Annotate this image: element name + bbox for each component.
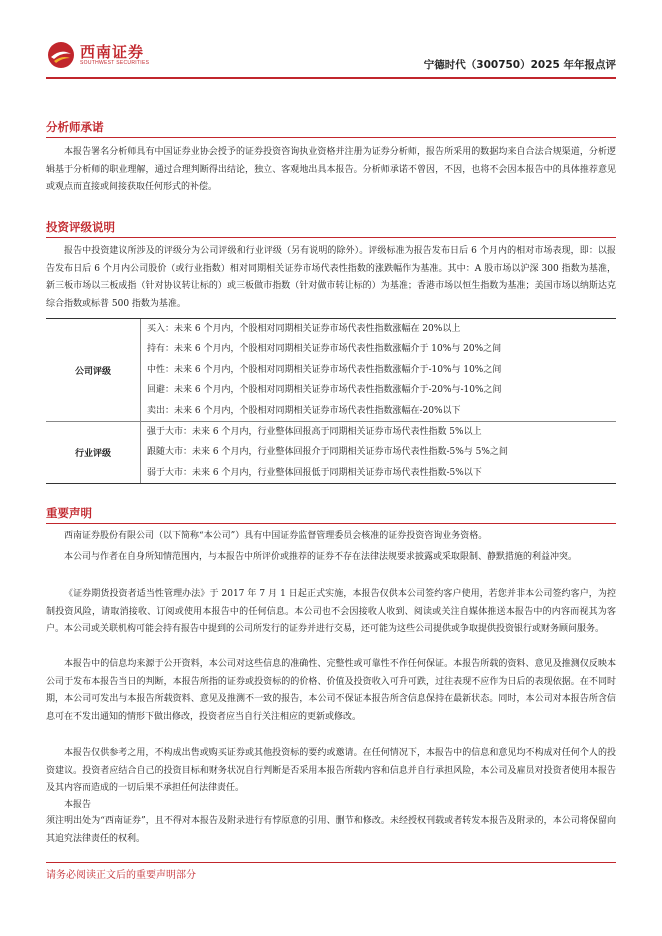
company-logo xyxy=(46,40,149,70)
rating-item-avoid: 回避：未来 6 个月内，个股相对同期相关证券市场代表性指数涨幅介于-20%与-10%之间 xyxy=(147,385,502,396)
section-divider-disclaimer xyxy=(46,523,616,524)
header-divider xyxy=(46,77,616,79)
analyst-commitment-text: 本报告署名分析师具有中国证券业协会授予的证券投资咨询执业资格并注册为证券分析师，报告所采用的数据均来自合法合规渠道，分析逻辑基于分析师的职业理解，通过合理判断得出结论，独立、客观地出具本报告。分析师承诺不曾因，不因，也将不会因本报告中的具体推荐意见或观点而直接或间接获取任何形式的补偿。 xyxy=(46,147,616,192)
footer-note: 请务必阅读正文后的重要声明部分 xyxy=(46,870,196,881)
section-title-disclaimer: 重要声明 xyxy=(46,506,92,520)
section-title-rating: 投资评级说明 xyxy=(46,220,115,234)
rating-item-buy: 买入：未来 6 个月内，个股相对同期相关证券市场代表性指数涨幅在 20%以上 xyxy=(147,324,461,334)
logo-en-text: SOUTHWEST SECURITIES xyxy=(80,59,150,66)
disclaimer-paragraph: 本报告 xyxy=(64,800,92,810)
rating-item-underperform: 弱于大市：未来 6 个月内，行业整体回报低于同期相关证券市场代表性指数-5%以下 xyxy=(147,467,482,478)
rating-group-industry xyxy=(46,421,616,483)
rating-group-label: 行业评级 xyxy=(46,422,141,483)
logo-cn-text: 西南证券 xyxy=(80,42,145,61)
disclaimer-paragraph: 本报告仅供参考之用，不构成出售或购买证券或其他投资标的要约或邀请。在任何情况下，本报告中的信息和意见均不构成对任何个人的投资建议。投资者应结合自己的投资目标和财务状况自行判断是否采用本报告所载内容和信息并自行承担风险，本公司及雇员对投资者使用本报告及其内容而造成的一切后果不承担任何法律责任。 xyxy=(46,748,616,793)
disclaimer-paragraph: 《证券期货投资者适当性管理办法》于 2017 年 7 月 1 日起正式实施，本报告仅供本公司签约客户使用，若您并非本公司签约客户，为控制投资风险，请取消接收、订阅或使用本报告中的任何信息。本公司也不会因接收人收到、阅读或关注自媒体推送本报告中的内容而视其为客户。本公司或关联机构可能会持有报告中提到的公司所发行的证券并进行交易，还可能为这些公司提供或争取提供投资银行或财务顾问服务。 xyxy=(46,589,616,634)
rating-item-market-perform: 跟随大市：未来 6 个月内，行业整体回报介于同期相关证券市场代表性指数-5%与 5%之间 xyxy=(147,447,508,458)
company-logo-mark-icon xyxy=(46,40,76,70)
rating-group-label: 公司评级 xyxy=(46,319,141,421)
rating-item-sell: 卖出：未来 6 个月内，个股相对同期相关证券市场代表性指数涨幅在-20%以下 xyxy=(147,405,461,416)
rating-intro-text: 报告中投资建议所涉及的评级分为公司评级和行业评级（另有说明的除外）。评级标准为报告发布日后 6 个月内的相对市场表现，即：以报告发布日后 6 个月内公司股价（或行业指数）相对同期相关证券市场代表性指数的涨跌幅作为基准。其中：A 股市场以沪深 300 指数为基准，新三板市场以三板成指（针对协议转让标的）或三板做市指数（针对做市转让标的）为基准；香港市场以恒生指数为基准；美国市场以纳斯达克综合指数或标普 500 指数为基准。 xyxy=(46,246,616,309)
footer-divider xyxy=(46,862,616,863)
disclaimer-paragraph: 本公司与作者在自身所知情范围内，与本报告中所评价或推荐的证券不存在法律法规要求披露或采取限制、静默措施的利益冲突。 xyxy=(64,552,578,562)
rating-group-company xyxy=(46,319,616,421)
rating-table xyxy=(46,318,616,484)
section-divider-rating xyxy=(46,237,616,238)
disclaimer-paragraph: 须注明出处为“西南证券”，且不得对本报告及附录进行有悖原意的引用、删节和修改。未经授权刊载或者转发本报告及附录的，本公司将保留向其追究法律责任的权利。 xyxy=(46,816,616,844)
report-title: 宁德时代（300750）2025 年年报点评 xyxy=(423,59,616,71)
disclaimer-paragraph: 西南证券股份有限公司（以下简称“本公司”）具有中国证券监督管理委员会核准的证券投资咨询业务资格。 xyxy=(64,531,488,541)
rating-item-outperform: 强于大市：未来 6 个月内，行业整体回报高于同期相关证券市场代表性指数 5%以上 xyxy=(147,427,482,438)
rating-item-neutral: 中性：未来 6 个月内，个股相对同期相关证券市场代表性指数涨幅介于-10%与 10%之间 xyxy=(147,364,502,375)
section-divider-analyst xyxy=(46,137,616,138)
section-title-analyst: 分析师承诺 xyxy=(46,120,104,134)
rating-item-hold: 持有：未来 6 个月内，个股相对同期相关证券市场代表性指数涨幅介于 10%与 20%之间 xyxy=(147,344,502,355)
disclaimer-paragraph: 本报告中的信息均来源于公开资料，本公司对这些信息的准确性、完整性或可靠性不作任何保证。本报告所载的资料、意见及推测仅反映本公司于发布本报告当日的判断，本报告所指的证券或投资标的的价格、价值及投资收入可升可跌，过往表现不应作为日后的表现依据。在不同时期，本公司可发出与本报告所载资料、意见及推测不一致的报告，本公司不保证本报告所含信息保持在最新状态。同时，本公司对本报告所含信息可在不发出通知的情形下做出修改，投资者应当自行关注相应的更新或修改。 xyxy=(46,659,616,722)
